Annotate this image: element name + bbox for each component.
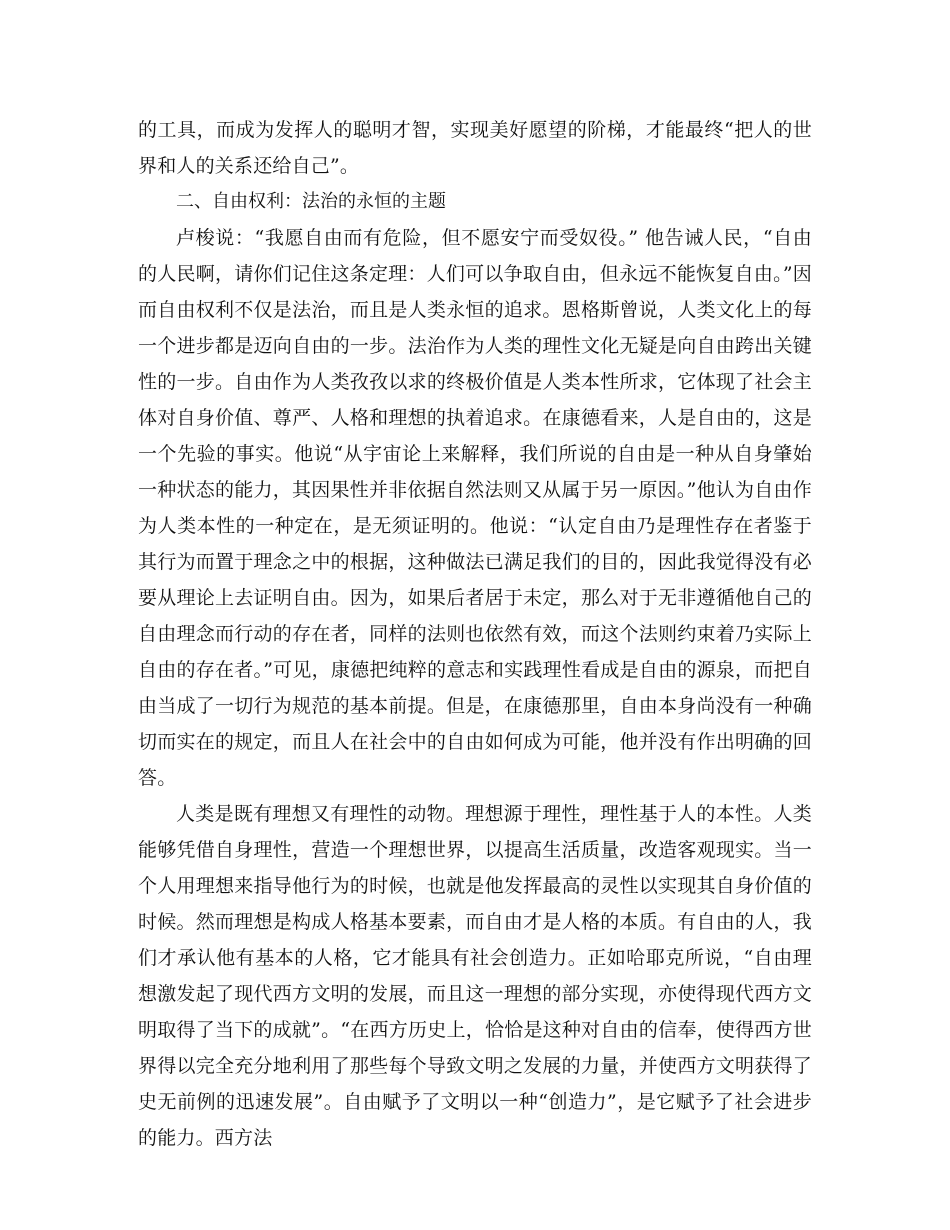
paragraph-rousseau-kant: 卢梭说：“我愿自由而有危险，但不愿安宁而受奴役。” 他告诫人民，“自由的人民啊，请你们记住这条定理：人们可以争取自由，但永远不能恢复自由。”因而自由权利不仅是法治，而且是人类永恒的追求。恩格斯曾说，人类文化上的每一个进步都是迈向自由的一步。法治作为人类的理性文化无疑是向自由跨出关键性的一步。自由作为人类孜孜以求的终极价值是人类本性所求，它体现了社会主体对自身价值、尊严、人格和理想的执着追求。在康德看来，人是自由的，这是一个先验的事实。他说“从宇宙论上来解释，我们所说的自由是一种从自身肇始一种状态的能力，其因果性并非依据自然法则又从属于另一原因。”他认为自由作为人类本性的一种定在，是无须证明的。他说：“认定自由乃是理性存在者鉴于其行为而置于理念之中的根据，这种做法已满足我们的目的，因此我觉得没有必要从理论上去证明自由。因为，如果后者居于未定，那么对于无非遵循他自己的自由理念而行动的存在者，同样的法则也依然有效，而这个法则约束着乃实际上自由的存在者。”可见，康德把纯粹的意志和实践理性看成是自由的源泉，而把自由当成了一切行为规范的基本前提。但是，在康德那里，自由本身尚没有一种确切而实在的规定，而且人在社会中的自由如何成为可能，他并没有作出明确的回答。 — [138, 227, 812, 789]
paragraph-ideal-freedom: 人类是既有理想又有理性的动物。理想源于理性，理性基于人的本性。人类能够凭借自身理性，营造一个理想世界，以提高生活质量，改造客观现实。当一个人用理想来指导他行为的时候，也就是他发挥最高的灵性以实现其自身价值的时候。然而理想是构成人格基本要素，而自由才是人格的本质。有自由的人，我们才承认他有基本的人格，它才能具有社会创造力。正如哈耶克所说，“自由理想激发起了现代西方文明的发展，而且这一理想的部分实现，亦使得现代西方文明取得了当下的成就”。“在西方历史上，恰恰是这种对自由的信奉，使得西方世界得以完全充分地利用了那些每个导致文明之发展的力量，并使西方文明获得了史无前例的迅速发展”。自由赋予了文明以一种“创造力”，是它赋予了社会进步的能力。西方法 — [138, 803, 812, 1149]
document-page — [138, 112, 812, 1156]
paragraph-continuation: 的工具，而成为发挥人的聪明才智，实现美好愿望的阶梯，才能最终“把人的世界和人的关系还给自己”。 — [138, 119, 812, 177]
section-heading: 二、自由权利：法治的永恒的主题 — [176, 191, 446, 212]
